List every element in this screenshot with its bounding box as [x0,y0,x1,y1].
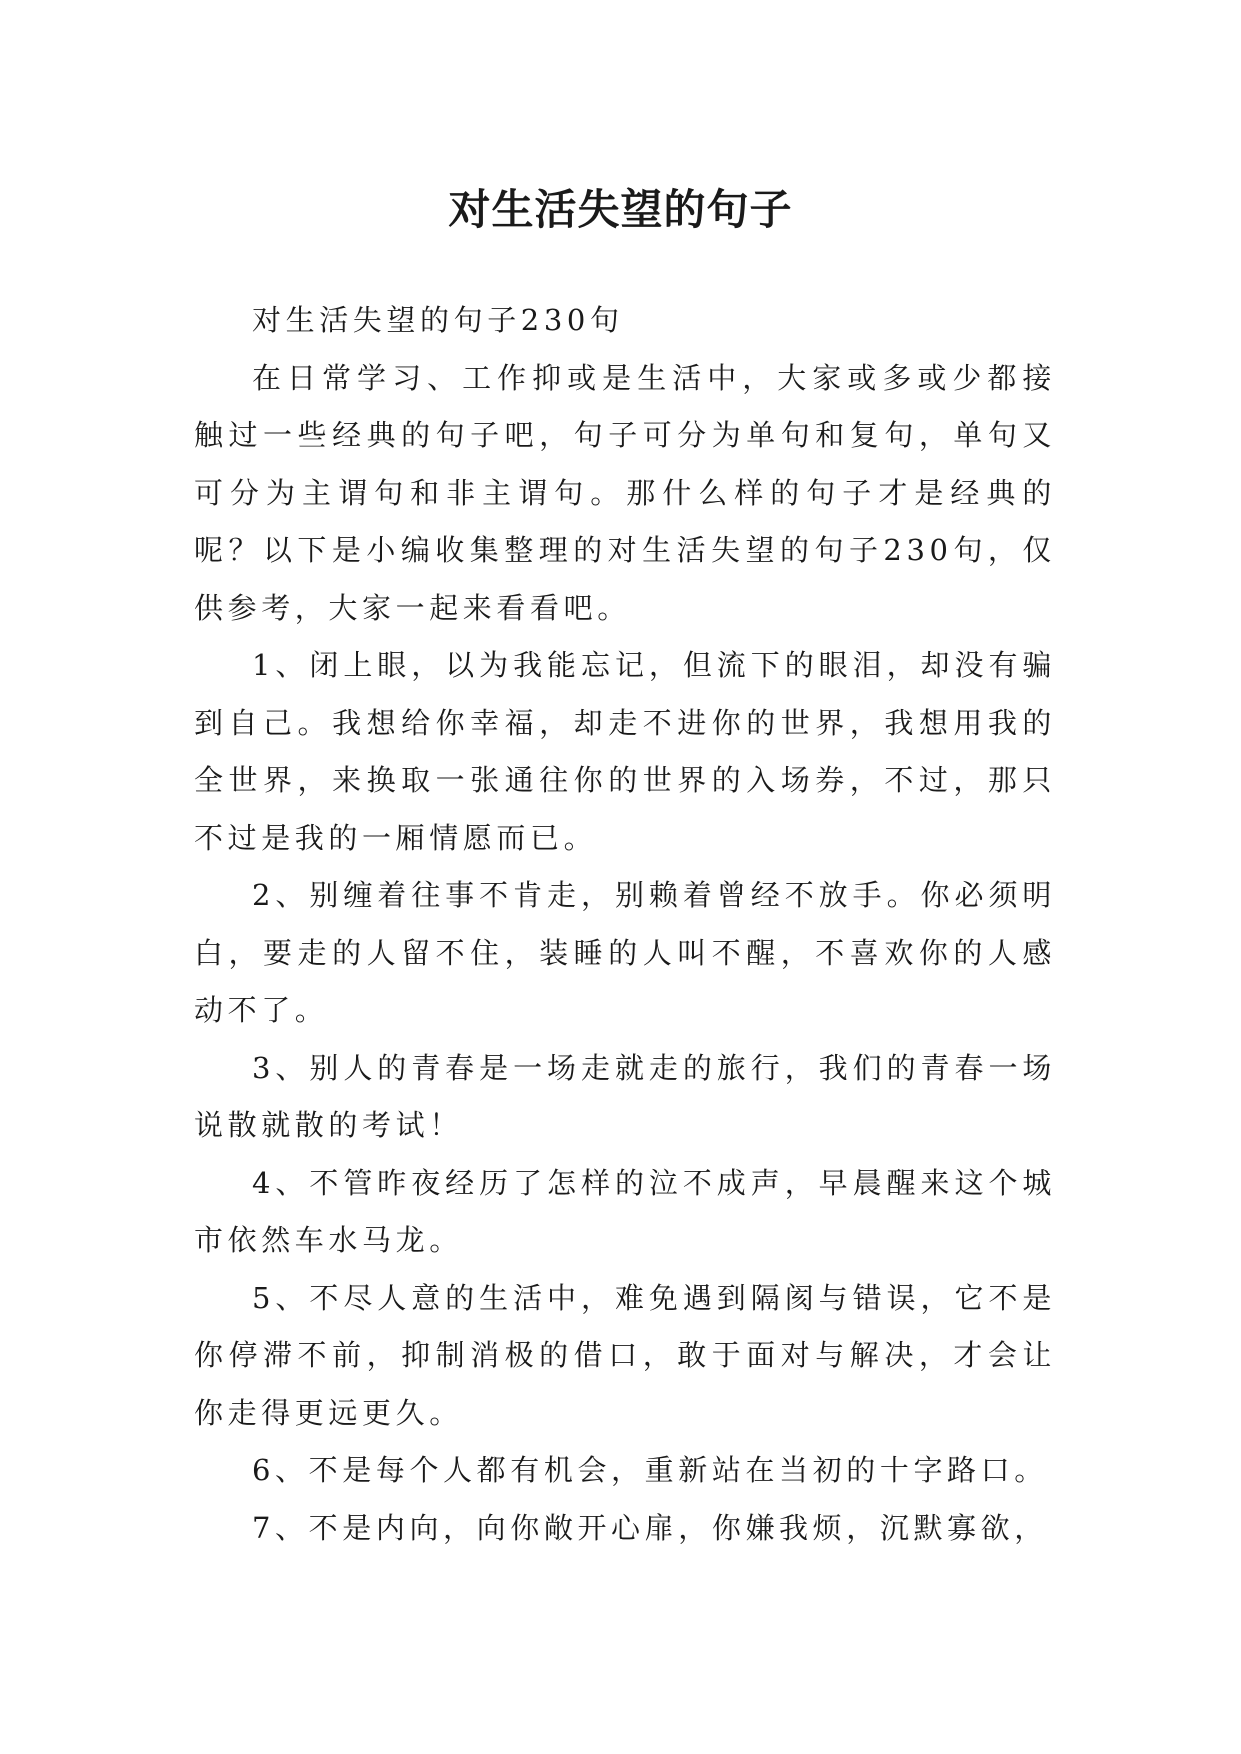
sentence-item-6: 6、不是每个人都有机会，重新站在当初的十字路口。 [252,1453,1048,1487]
sentence-item-1: 1、闭上眼，以为我能忘记，但流下的眼泪，却没有骗到自己。我想给你幸福，却走不进你的世界，我想用我的全世界，来换取一张通往你的世界的入场券，不过，那只不过是我的一厢情愿而已。 [194,648,1056,855]
subtitle-paragraph: 对生活失望的句子230句 [252,303,624,337]
sentence-item-4: 4、不管昨夜经历了怎样的泣不成声，早晨醒来这个城市依然车水马龙。 [194,1165,1056,1257]
page-title: 对生活失望的句子 [448,185,793,235]
sentence-item-2: 2、别缠着往事不肯走，别赖着曾经不放手。你必须明白，要走的人留不住，装睡的人叫不醒，不喜欢你的人感动不了。 [194,878,1056,1027]
sentence-item-3: 3、别人的青春是一场走就走的旅行，我们的青春一场说散就散的考试！ [194,1050,1056,1142]
intro-paragraph: 在日常学习、工作抑或是生活中，大家或多或少都接触过一些经典的句子吧，句子可分为单句和复句，单句又可分为主谓句和非主谓句。那什么样的句子才是经典的呢？以下是小编收集整理的对生活失望的句子230句，仅供参考，大家一起来看看吧。 [194,360,1056,625]
sentence-item-7: 7、不是内向，向你敞开心扉，你嫌我烦，沉默寡欲， [252,1510,1048,1545]
document-body [194,292,1056,1557]
sentence-item-5: 5、不尽人意的生活中，难免遇到隔阂与错误，它不是你停滞不前，抑制消极的借口，敢于面对与解决，才会让你走得更远更久。 [194,1280,1056,1430]
